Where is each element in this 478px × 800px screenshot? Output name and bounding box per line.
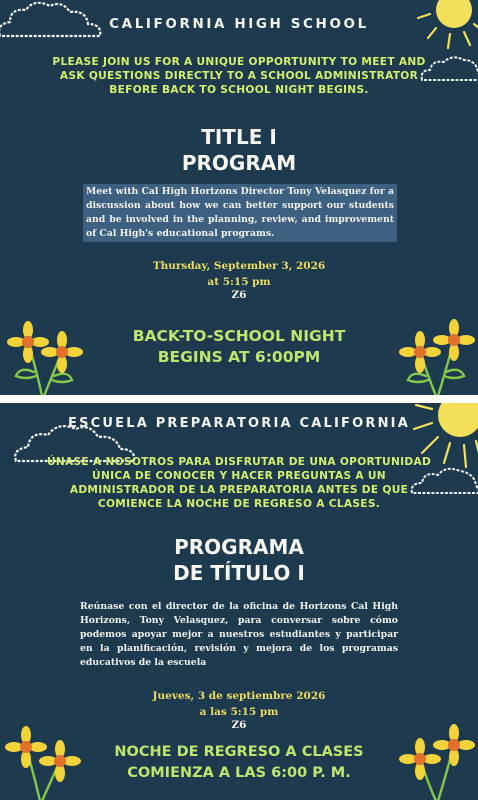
flower-icon <box>2 721 82 800</box>
event-room: Z6 <box>231 289 247 301</box>
program-title-line: PROGRAM <box>181 151 297 175</box>
invitation-line: PLEASE JOIN US FOR A UNIQUE OPPORTUNITY TO MEET AND <box>52 56 426 68</box>
invitation-line: ÚNICA DE CONOCER Y HACER PREGUNTAS A UN <box>92 470 386 482</box>
flower-icon <box>2 316 84 395</box>
flower-icon <box>398 721 478 800</box>
program-title <box>0 124 478 176</box>
event-time: at 5:15 pm <box>207 276 271 288</box>
program-description: Reúnase con el director de la oficina de Horizons Cal High Horizons, Tony Velasquez, para conversar sobre cómo podemos apoyar mejor a nuestros estudiantes y participar en la planificación, revisión y mejora de los programas educativos de la escuela <box>80 601 398 668</box>
invitation-text <box>30 55 448 97</box>
program-title <box>0 534 478 586</box>
school-name: CALIFORNIA HIGH SCHOOL <box>109 16 369 32</box>
flyer-english <box>0 0 478 395</box>
invitation-line: COMIENCE LA NOCHE DE REGRESO A CLASES. <box>97 498 381 510</box>
event-time: a las 5:15 pm <box>199 706 279 718</box>
notice-line: BACK-TO-SCHOOL NIGHT <box>132 327 346 345</box>
event-date: Jueves, 3 de septiembre 2026 <box>152 690 326 702</box>
program-title-line: PROGRAMA <box>174 535 304 559</box>
notice-line: COMIENZA A LAS 6:00 P. M. <box>127 765 351 781</box>
flyer-spanish <box>0 403 478 800</box>
event-date: Thursday, September 3, 2026 <box>152 260 326 272</box>
notice-line: NOCHE DE REGRESO A CLASES <box>114 744 364 760</box>
program-title-line: DE TÍTULO I <box>173 561 305 585</box>
invitation-text <box>14 455 464 511</box>
flower-icon <box>396 316 478 395</box>
invitation-line: ÚNASE A NOSOTROS PARA DISFRUTAR DE UNA OPORTUNIDAD <box>46 456 432 468</box>
invitation-line: ASK QUESTIONS DIRECTLY TO A SCHOOL ADMINISTRATOR <box>59 70 419 82</box>
invitation-line: ADMINISTRADOR DE LA PREPARATORIA ANTES DE QUE <box>69 484 409 496</box>
event-room: Z6 <box>231 719 247 731</box>
notice-line: BEGINS AT 6:00PM <box>157 348 321 366</box>
program-title-line: TITLE I <box>201 125 277 149</box>
program-description: Meet with Cal High Horizons Director Tony Velasquez for a discussion about how we can better support our students and be involved in the planning, review, and improvement of Cal High's educational programs. <box>83 184 397 242</box>
school-name: ESCUELA PREPARATORIA CALIFORNIA <box>68 416 410 431</box>
invitation-line: BEFORE BACK TO SCHOOL NIGHT BEGINS. <box>109 84 369 96</box>
